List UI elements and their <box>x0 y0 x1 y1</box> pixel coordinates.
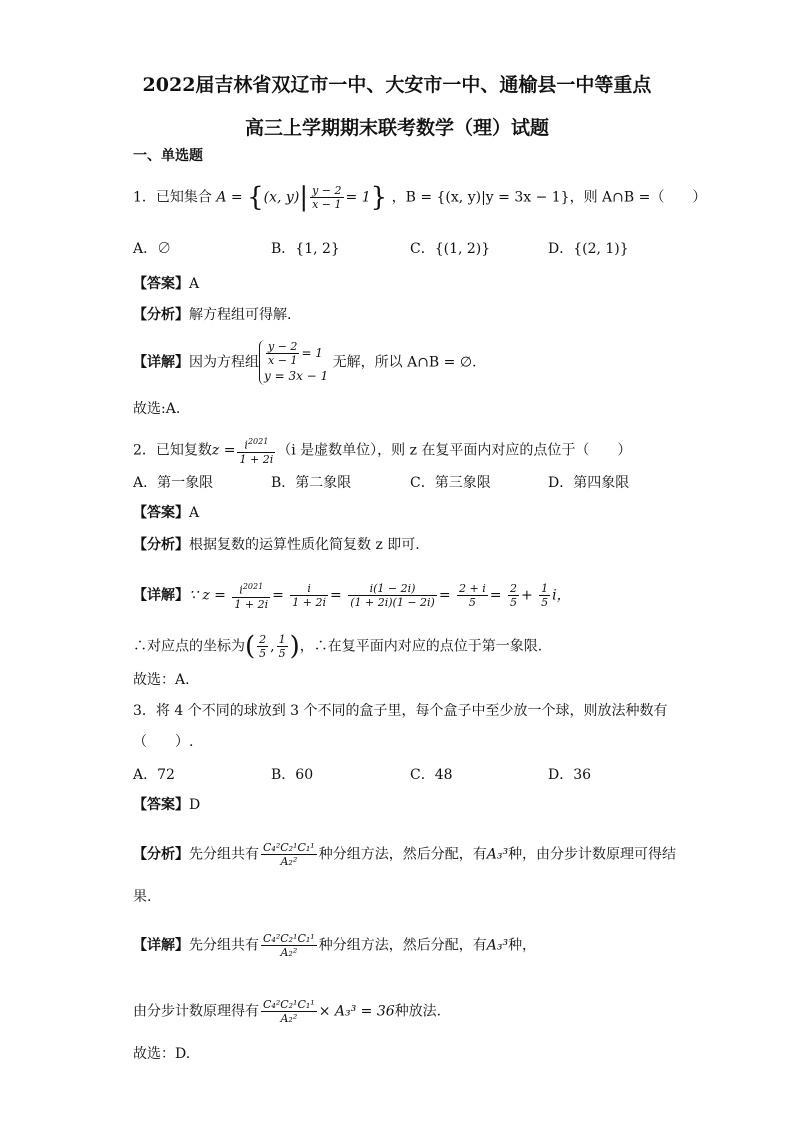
q1-analysis: 【分析】解方程组可得解. <box>133 307 292 323</box>
q1-option-a: A．∅ <box>133 241 172 257</box>
q1-option-c: C．{(1, 2)} <box>410 241 491 257</box>
q3-principle: 由分步计数原理得有 $\frac{\text{C₄²C₂¹C₁¹}}{\text{A₂²}}$ × A₃³ = 36种放法. <box>133 998 442 1025</box>
q2-stem: 2．已知复数z = $\frac{i^{2021}}{1 + 2i}$ （i 是虚数单位），则 z 在复平面内对应的点位于（ ） <box>133 437 632 466</box>
q3-conclusion: 故选：D. <box>133 1046 191 1062</box>
q2-detail: 【详解】∵ z = $\frac{i^{2021}}{1 + 2i}$ = $\frac{i}{1 + 2i}$ = $\frac{i(1 - 2i)}{(1 + 2i)(1 - 2i)}$ = $\frac{2 + i}{5}$ = $\frac{2}{5}$ + $\frac{1}{5}$ i， <box>133 581 571 611</box>
q1-option-d: D．{(2, 1)} <box>548 241 629 257</box>
q3-option-b: B．60 <box>271 767 314 783</box>
q3-analysis: 【分析】先分组共有 $\frac{\text{C₄²C₂¹C₁¹}}{\text{A₂²}}$ 种分组方法，然后分配，有A₃³种，由分步计数原理可得结 <box>133 841 677 868</box>
q3-detail: 【详解】先分组共有 $\frac{\text{C₄²C₂¹C₁¹}}{\text{A₂²}}$ 种分组方法，然后分配，有A₃³种， <box>133 932 537 959</box>
q2-option-d: D．第四象限 <box>548 475 630 491</box>
q2-conclusion: 故选：A. <box>133 672 190 688</box>
q2-coordinates: ∴对应点的坐标为( $\frac{2}{5}$ , $\frac{1}{5}$ )，∴在复平面内对应的点位于第一象限. <box>133 631 543 662</box>
title-line-1: 2022届吉林省双辽市一中、大安市一中、通榆县一中等重点 <box>142 74 652 96</box>
q2-option-a: A．第一象限 <box>133 475 214 491</box>
q2-fraction: $\frac{i^{2021}}{1 + 2i}$ <box>239 437 274 466</box>
q3-stem-line-2: （ ）. <box>133 734 194 750</box>
q1-conclusion: 故选:A. <box>133 401 181 417</box>
q1-detail: 【详解】因为方程组 $\frac{y - 2}{x - 1}$ = 1 y = 3x − 1 无解，所以 A∩B = ∅. <box>133 340 477 383</box>
q3-analysis-line-2: 果. <box>133 889 152 905</box>
q2-option-c: C．第三象限 <box>410 475 491 491</box>
q3-stem-line-1: 3．将 4 个不同的球放到 3 个不同的盒子里，每个盒子中至少放一个球，则放法种数有 <box>133 703 668 719</box>
q3-option-c: C．48 <box>410 767 453 783</box>
q3-answer: 【答案】D <box>133 797 201 813</box>
section-heading: 一、单选题 <box>133 148 203 164</box>
q1-setB: ，B = {(x, y)|y = 3x − 1}，则 A∩B =（ ） <box>391 189 707 206</box>
q1-stem: 1．已知集合 A = {(x, y)| $\frac{y - 2}{x - 1}$ = 1} ，B = {(x, y)|y = 3x − 1}，则 A∩B =（ ） <box>133 182 707 213</box>
q1-prefix: 1．已知集合 <box>133 189 212 206</box>
q2-option-b: B．第二象限 <box>271 475 352 491</box>
q1-setA-fraction: $\frac{y - 2}{x - 1}$ <box>312 184 342 211</box>
q1-setA-lhs: A = <box>216 189 248 206</box>
q3-option-a: A．72 <box>133 767 175 783</box>
q1-answer: 【答案】A <box>133 276 200 292</box>
title-line-2: 高三上学期期末联考数学（理）试题 <box>244 117 549 139</box>
q2-answer: 【答案】A <box>133 505 200 521</box>
q1-option-b: B．{1, 2} <box>271 241 340 257</box>
q1-equation-system: $\frac{y - 2}{x - 1}$ = 1 y = 3x − 1 <box>259 340 328 385</box>
q2-analysis: 【分析】根据复数的运算性质化简复数 z 即可. <box>133 537 420 553</box>
q3-option-d: D．36 <box>548 767 592 783</box>
q1-setA-rhs: = 1 <box>345 189 371 206</box>
q1-setA-pair: (x, y) <box>263 189 300 206</box>
